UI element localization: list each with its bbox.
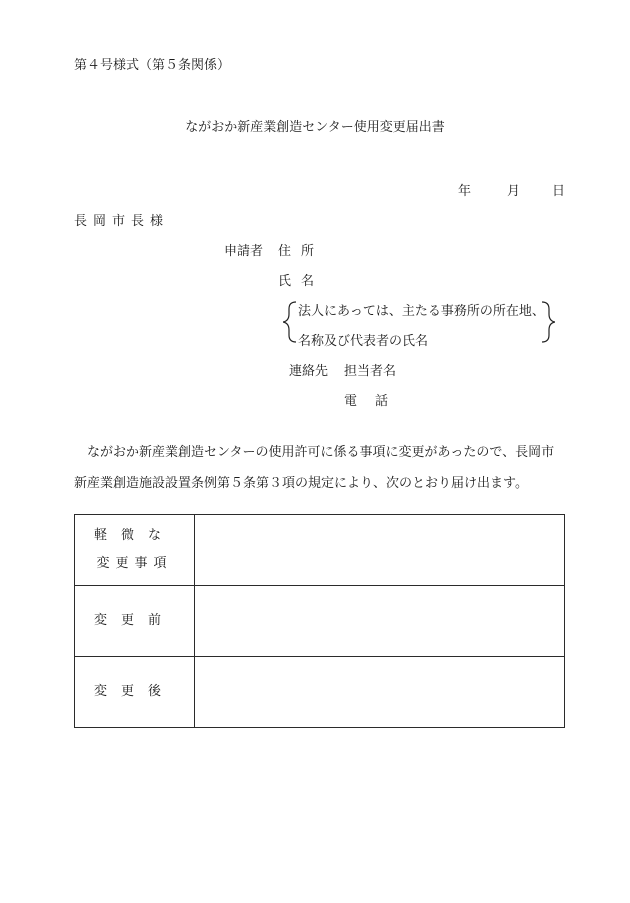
- name-label: 氏名: [278, 274, 325, 289]
- label-line1: 軽微な: [93, 528, 175, 543]
- label-line1: 変更前: [93, 613, 175, 628]
- table-row: [75, 657, 565, 728]
- phone-label: 電話: [344, 394, 407, 409]
- label-line1: 変更後: [93, 684, 175, 699]
- row-label-after-change: [75, 657, 195, 728]
- form-number: 第４号様式（第５条関係）: [74, 58, 231, 73]
- contact-label: 連絡先: [289, 364, 329, 379]
- row-label-before-change: [75, 586, 195, 657]
- label-line2: 変更事項: [96, 556, 173, 571]
- change-details-table: [74, 514, 565, 728]
- table-row: [75, 515, 565, 586]
- date-day-label: 日: [552, 184, 566, 199]
- before-change-field[interactable]: [195, 586, 565, 657]
- applicant-label: 申請者: [224, 244, 264, 259]
- notification-body: ながおか新産業創造センターの使用許可に係る事項に変更があったので、長岡市新産業創造施設設置条例第５条第３項の規定により、次のとおり届け出ます。: [74, 445, 555, 491]
- corporate-note-line1: 法人にあっては、主たる事務所の所在地、: [298, 304, 545, 319]
- date-year-label: 年: [458, 184, 472, 199]
- date-month-label: 月: [507, 184, 521, 199]
- addressee: 長岡市長様: [74, 214, 170, 229]
- minor-change-field[interactable]: [195, 515, 565, 586]
- corporate-note-line2: 名称及び代表者の氏名: [298, 334, 429, 349]
- page-title: ながおか新産業創造センター使用変更届出書: [185, 120, 445, 135]
- table-row: [75, 586, 565, 657]
- row-label-minor-change: [75, 515, 195, 586]
- after-change-field[interactable]: [195, 657, 565, 728]
- address-label: 住所: [278, 244, 325, 259]
- person-in-charge-label: 担当者名: [344, 364, 397, 379]
